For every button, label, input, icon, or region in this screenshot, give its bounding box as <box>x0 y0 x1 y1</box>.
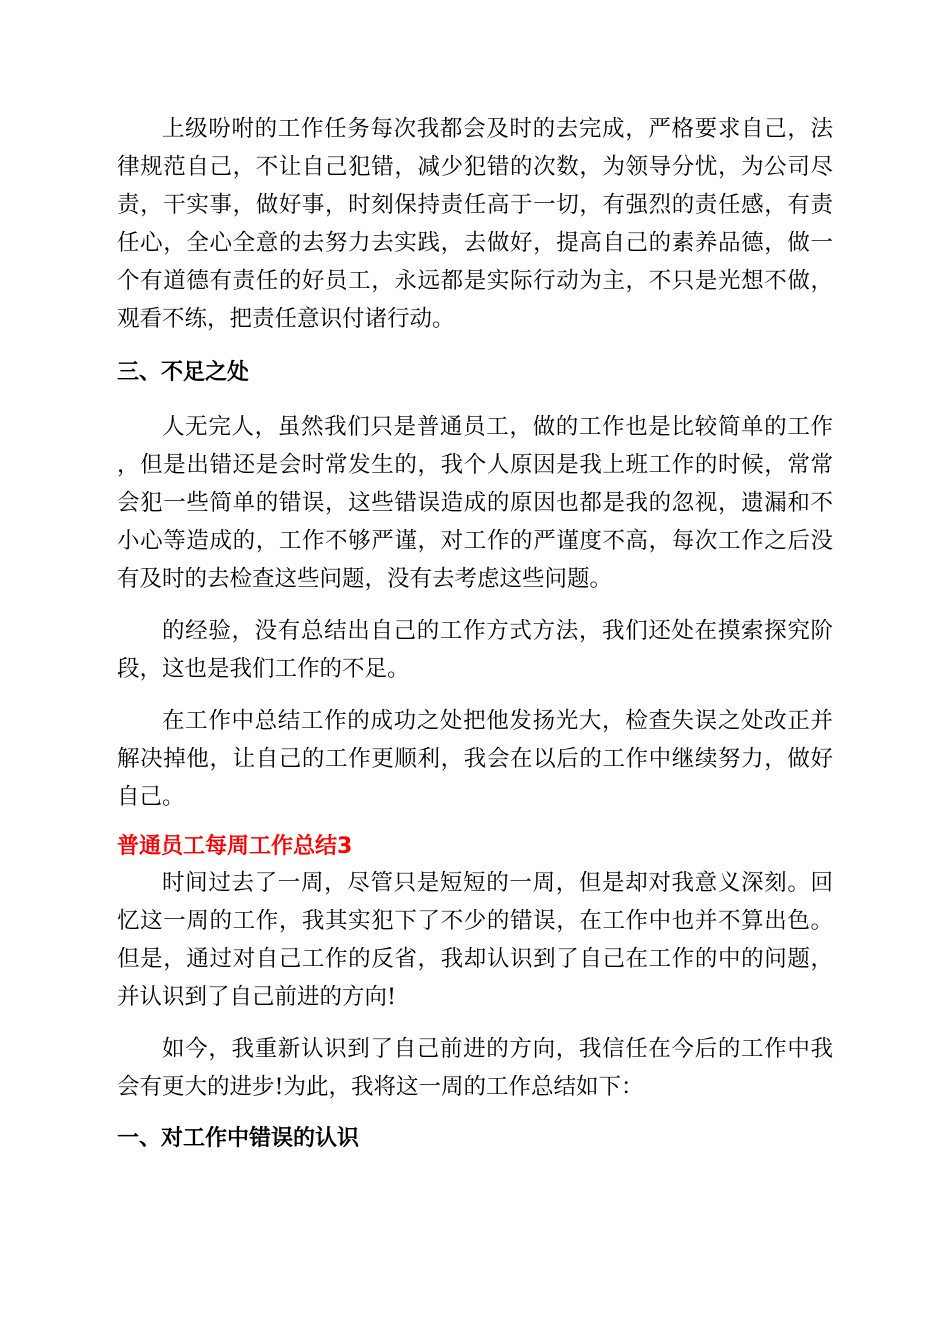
article-title-3: 普通员工每周工作总结3 <box>117 834 353 859</box>
spacer <box>117 688 833 702</box>
spacer <box>117 1106 833 1120</box>
document-body <box>117 110 833 1158</box>
paragraph-summary-success: 在工作中总结工作的成功之处把他发扬光大，检查失误之处改正并解决掉他，让自己的工作更顺利，我会在以后的工作中继续努力，做好自己。 <box>117 708 833 810</box>
section-heading-mistakes: 一、对工作中错误的认识 <box>117 1126 360 1151</box>
paragraph-week-passed: 时间过去了一周，尽管只是短短的一周，但是却对我意义深刻。回忆这一周的工作，我其实犯下了不少的错误，在工作中也并不算出色。但是，通过对自己工作的反省，我却认识到了自己在工作的中的问题，并认识到了自己前进的方向! <box>117 870 833 1010</box>
spacer <box>117 598 833 612</box>
spacer <box>117 338 833 354</box>
spacer <box>117 816 833 830</box>
paragraph-nobody-perfect: 人无完人，虽然我们只是普通员工，做的工作也是比较简单的工作，但是出错还是会时常发生的，我个人原因是我上班工作的时候，常常会犯一些简单的错误，这些错误造成的原因也都是我的忽视，遗漏和不小心等造成的，工作不够严谨，对工作的严谨度不高，每次工作之后没有及时的去检查这些问题，没有去考虑这些问题。 <box>117 414 833 592</box>
paragraph-now-direction: 如今，我重新认识到了自己前进的方向，我信任在今后的工作中我会有更大的进步!为此，我将这一周的工作总结如下： <box>117 1036 833 1100</box>
paragraph-experience: 的经验，没有总结出自己的工作方式方法，我们还处在摸索探究阶段，这也是我们工作的不足。 <box>117 618 833 682</box>
spacer <box>117 392 833 408</box>
spacer <box>117 1016 833 1030</box>
section-heading-shortcomings: 三、不足之处 <box>117 360 250 385</box>
paragraph-responsibility: 上级吩咐的工作任务每次我都会及时的去完成，严格要求自己，法律规范自己，不让自己犯错，减少犯错的次数，为领导分忧，为公司尽责，干实事，做好事，时刻保持责任高于一切，有强烈的责任感，有责任心，全心全意的去努力去实践，去做好，提高自己的素养品德，做一个有道德有责任的好员工，永远都是实际行动为主，不只是光想不做，观看不练，把责任意识付诸行动。 <box>117 116 833 332</box>
